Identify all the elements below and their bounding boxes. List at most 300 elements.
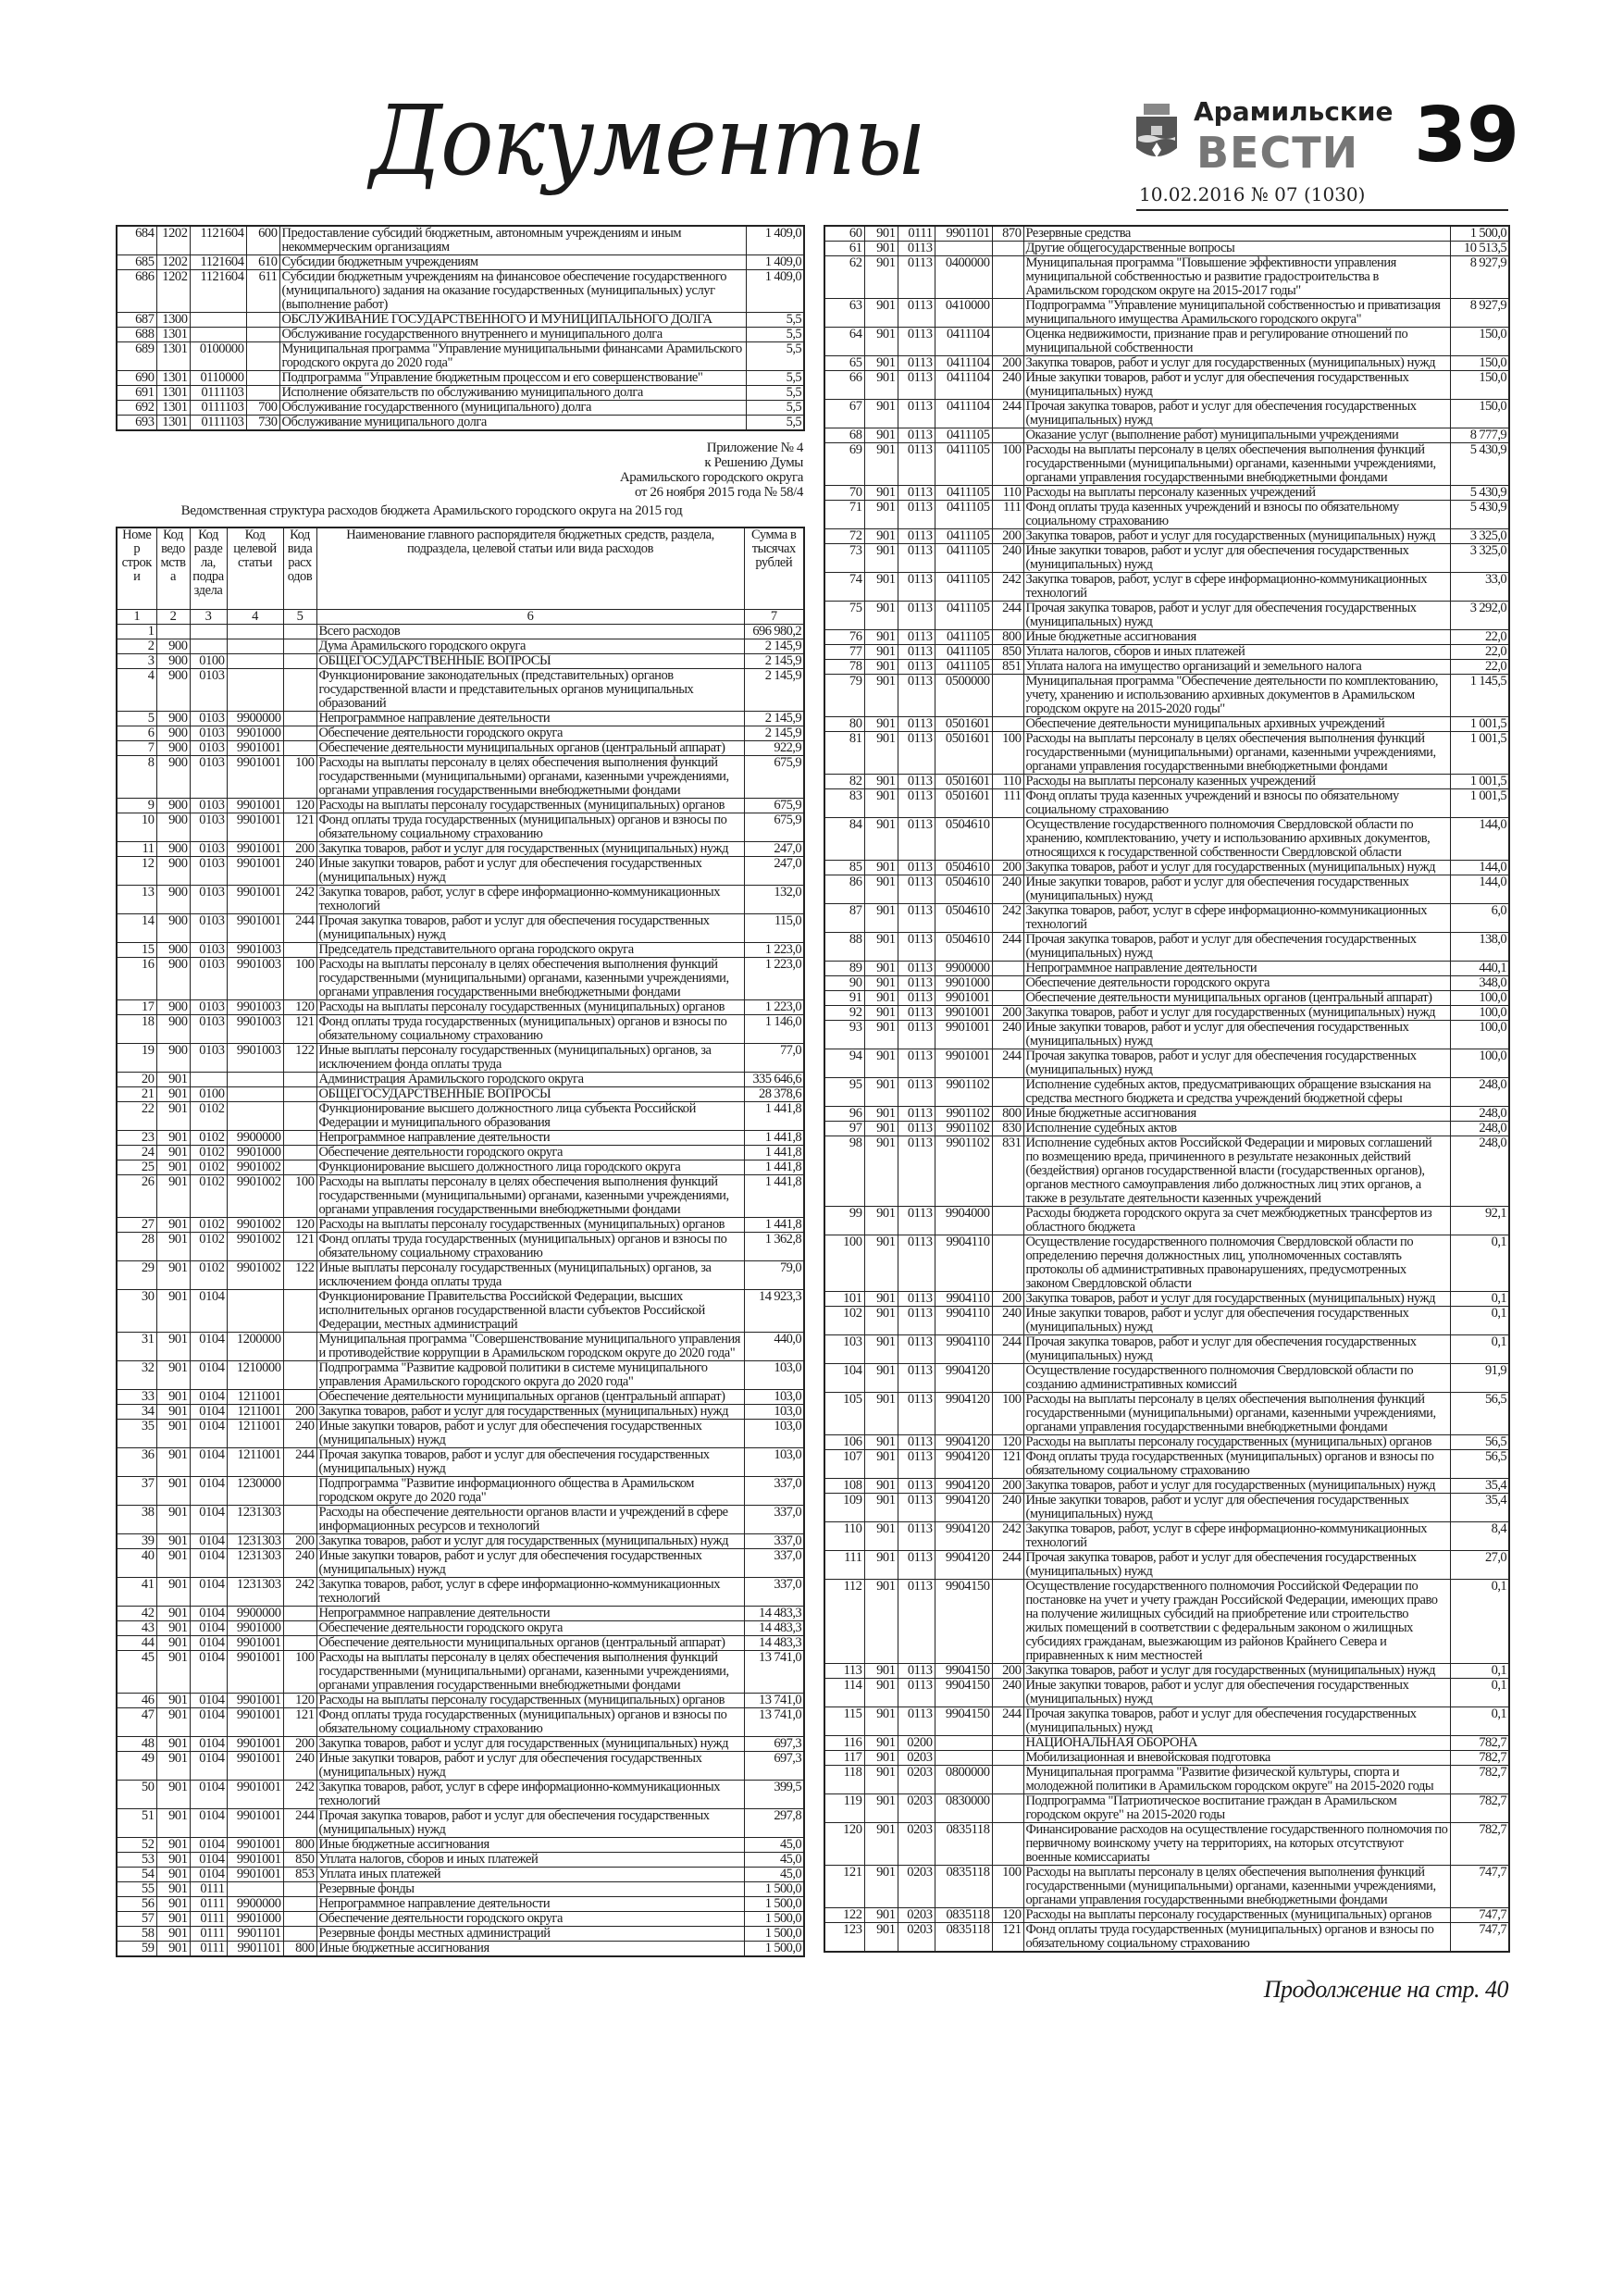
section-code: 0203 [898,1823,935,1866]
item-name: Подпрограмма "Патриотическое воспитание граждан в Арамильском городском округе" на 2015-2020 годы [1023,1794,1450,1823]
department-code: 901 [156,1086,190,1101]
section-code: 0113 [898,933,935,962]
amount: 13 741,0 [744,1707,804,1736]
amount: 1 223,0 [744,942,804,957]
expense-type-code: 122 [283,1260,316,1289]
row-number: 67 [824,400,864,428]
row-number: 34 [117,1404,156,1419]
amount: 5 430,9 [1450,501,1509,529]
item-name: Обеспечение деятельности муниципальных архивных учреждений [1023,717,1450,732]
item-name: Обеспечение деятельности муниципальных органов (центральный аппарат) [316,1635,744,1650]
amount: 0,1 [1450,1707,1509,1736]
amount: 13 741,0 [744,1693,804,1707]
expense-type-code [992,256,1023,299]
issue-date: 10.02.2016 № 07 (1030) [1139,183,1366,205]
table-row [824,602,1509,630]
expense-type-code: 240 [992,1679,1023,1707]
section-code: 0103 [190,1043,227,1072]
department-code: 901 [864,1078,898,1107]
row-number: 68 [824,428,864,443]
department-code: 1301 [156,386,190,401]
expense-type-code: 121 [283,1232,316,1260]
table-row [824,1679,1509,1707]
target-article-code: 9901001 [227,1707,283,1736]
department-code: 901 [156,1533,190,1548]
expense-type-code: 850 [283,1852,316,1867]
budget-structure-table-left [116,527,805,1957]
section-code: 0103 [190,999,227,1014]
table-row [117,885,804,913]
section-code: 0113 [898,1107,935,1122]
expense-type-code [992,299,1023,328]
table-row [824,1435,1509,1450]
expense-type-code [992,962,1023,976]
column-header: Код вида расходов [283,527,316,609]
target-article-code: 9901001 [227,1837,283,1852]
amount: 100,0 [1450,1006,1509,1021]
expense-type-code: 240 [992,875,1023,904]
item-name: Закупка товаров, работ, услуг в сфере информационно-коммуникационных технологий [316,1780,744,1808]
item-name: Прочая закупка товаров, работ и услуг для обеспечения государственных (муниципальных) нужд [1023,400,1450,428]
section-code: 0113 [898,486,935,501]
expense-type-code: 850 [992,645,1023,660]
section-code: 0102 [190,1145,227,1160]
department-code: 900 [156,726,190,740]
item-name: Закупка товаров, работ и услуг для государственных (муниципальных) нужд [316,1404,744,1419]
target-article-code: 9901000 [227,1620,283,1635]
item-name: Осуществление государственного полномочия Российской Федерации по постановке на учет и учету граждан Российской Федерации, имеющих право на получение жилищных субсидий на приобретение или строительство жилых помещений в соответствии с федеральным законом о жилищных субсидиях гражданам, выезжающим из районов Крайнего Севера и приравненных к ним местностей [1023,1580,1450,1664]
amount: 0,1 [1450,1307,1509,1335]
department-code: 901 [864,602,898,630]
table-row [117,913,804,942]
department-code: 900 [156,913,190,942]
department-code: 901 [156,1505,190,1533]
department-code: 901 [864,1122,898,1136]
table-row [117,1620,804,1635]
table-row [117,1014,804,1043]
expense-type-code: 111 [992,501,1023,529]
table-row [117,1232,804,1260]
target-article-code: 9901101 [935,226,992,242]
target-article-code: 1211001 [227,1404,283,1419]
item-name: Фонд оплаты труда государственных (муниципальных) органов и взносы по обязательному социальному страхованию [1023,1450,1450,1479]
amount: 5 430,9 [1450,443,1509,486]
department-code: 901 [156,1260,190,1289]
target-article-code: 0100000 [190,342,246,371]
item-name: Обеспечение деятельности городского округа [1023,976,1450,991]
row-number: 69 [824,443,864,486]
expense-type-code [246,328,279,342]
row-number: 691 [117,386,156,401]
target-article-code: 9904150 [935,1580,992,1664]
department-code: 901 [864,976,898,991]
item-name: Закупка товаров, работ, услуг в сфере информационно-коммуникационных технологий [316,885,744,913]
amount: 56,5 [1450,1450,1509,1479]
amount: 247,0 [744,856,804,885]
department-code: 901 [156,1404,190,1419]
expense-type-code: 244 [992,1551,1023,1580]
table-row [117,371,804,386]
table-row [824,1021,1509,1049]
item-name: НАЦИОНАЛЬНАЯ ОБОРОНА [1023,1736,1450,1751]
row-number: 63 [824,299,864,328]
item-name: Иные закупки товаров, работ и услуг для обеспечения государственных (муниципальных) нужд [1023,1307,1450,1335]
row-number: 100 [824,1235,864,1292]
department-code: 901 [864,1707,898,1736]
expense-type-code [283,711,316,726]
item-name: Закупка товаров, работ и услуг для государственных (муниципальных) нужд [1023,1292,1450,1307]
expense-type-code [992,1235,1023,1292]
department-code: 901 [156,1707,190,1736]
row-number: 75 [824,602,864,630]
row-number: 7 [117,740,156,755]
column-header: Код ведомства [156,527,190,609]
table-row [117,1896,804,1911]
appendix-line: Арамильского городского округа [619,470,803,485]
item-name: Обеспечение деятельности муниципальных органов (центральный аппарат) [316,1389,744,1404]
item-name: Исполнение обязательств по обслуживанию муниципального долга [279,386,746,401]
section-code: 0103 [190,942,227,957]
table-row [824,486,1509,501]
table-row [117,1072,804,1086]
item-name: Уплата налогов, сборов и иных платежей [1023,645,1450,660]
amount: 782,7 [1450,1751,1509,1766]
amount: 138,0 [1450,933,1509,962]
section-code: 0113 [898,443,935,486]
section-code: 0103 [190,913,227,942]
expense-type-code [283,1101,316,1130]
expense-type-code: 121 [283,1014,316,1043]
target-article-code: 9901001 [935,1006,992,1021]
item-name: Обеспечение деятельности городского округа [316,1911,744,1926]
row-number: 58 [117,1926,156,1941]
amount: 1 001,5 [1450,717,1509,732]
department-code: 900 [156,711,190,726]
department-code: 901 [156,1867,190,1881]
expense-type-code [283,1926,316,1941]
target-article-code: 0110000 [190,371,246,386]
section-code: 0103 [190,856,227,885]
department-code: 901 [156,1881,190,1896]
item-name: Иные выплаты персоналу государственных (муниципальных) органов, за исключением фонда оплаты труда [316,1260,744,1289]
section-code: 0100 [190,1086,227,1101]
amount: 1 001,5 [1450,789,1509,818]
table-row [117,1911,804,1926]
target-article-code: 9904150 [935,1707,992,1736]
amount: 77,0 [744,1043,804,1072]
section-code: 0203 [898,1794,935,1823]
target-article-code: 1211001 [227,1389,283,1404]
section-code: 0104 [190,1707,227,1736]
row-number: 25 [117,1160,156,1174]
expense-type-code: 121 [283,1707,316,1736]
table-row [824,356,1509,371]
amount: 248,0 [1450,1136,1509,1207]
amount: 79,0 [744,1260,804,1289]
table-row [824,630,1509,645]
amount: 248,0 [1450,1122,1509,1136]
department-code: 901 [864,1664,898,1679]
amount: 8,4 [1450,1522,1509,1551]
target-article-code: 9901002 [227,1160,283,1174]
department-code: 901 [864,789,898,818]
item-name: Расходы на выплаты персоналу казенных учреждений [1023,775,1450,789]
department-code: 1301 [156,371,190,386]
table-row [117,813,804,841]
item-name: Расходы на выплаты персоналу государственных (муниципальных) органов [1023,1908,1450,1923]
column-number: 6 [316,609,744,624]
table-row [117,416,804,431]
target-article-code: 9901001 [227,1751,283,1780]
target-article-code: 9901001 [227,1693,283,1707]
department-code: 901 [864,400,898,428]
appendix-line: к Решению Думы [704,455,803,470]
expense-type-code: 121 [283,813,316,841]
department-code: 901 [864,630,898,645]
target-article-code [935,242,992,256]
department-code: 1301 [156,342,190,371]
section-code: 0103 [190,755,227,798]
continued-on-page: Продолжение на стр. 40 [1263,1976,1508,2003]
department-code: 901 [156,1926,190,1941]
item-name: Подпрограмма "Развитие кадровой политики в системе муниципального управления Арамильского городского округа до 2020 года" [316,1360,744,1389]
table-row [117,401,804,416]
table-row [824,443,1509,486]
section-code: 0113 [898,1335,935,1364]
item-name: Иные бюджетные ассигнования [316,1941,744,1956]
amount: 103,0 [744,1447,804,1476]
table-row [824,675,1509,717]
target-article-code: 9901102 [935,1078,992,1107]
expense-type-code [992,1364,1023,1393]
section-code: 0102 [190,1217,227,1232]
section-code: 0104 [190,1635,227,1650]
item-name: Муниципальная программа "Обеспечение деятельности по комплектованию, учету, хранению и использованию архивных документов в Арамильском городском округе на 2015-2020 годы" [1023,675,1450,717]
target-article-code: 0504610 [935,861,992,875]
row-number: 112 [824,1580,864,1664]
department-code: 901 [156,1896,190,1911]
section-code: 0113 [898,645,935,660]
item-name: Уплата иных платежей [316,1867,744,1881]
department-code: 901 [156,1360,190,1389]
row-number: 74 [824,573,864,602]
row-number: 80 [824,717,864,732]
section-code: 0104 [190,1505,227,1533]
section-code: 0113 [898,1207,935,1235]
section-code: 0113 [898,675,935,717]
item-name: Закупка товаров, работ и услуг для государственных (муниципальных) нужд [316,1736,744,1751]
target-article-code: 9904120 [935,1364,992,1393]
target-article-code: 9901102 [935,1136,992,1207]
table-row [117,1837,804,1852]
table-row [824,875,1509,904]
target-article-code: 0411104 [935,371,992,400]
table-row [824,1866,1509,1908]
amount: 1 001,5 [1450,775,1509,789]
target-article-code: 0411105 [935,443,992,486]
expense-type-code: 244 [992,602,1023,630]
amount: 35,4 [1450,1479,1509,1494]
section-code: 0113 [898,602,935,630]
table-row [117,313,804,328]
target-article-code: 9901001 [227,885,283,913]
department-code: 901 [864,1736,898,1751]
target-article-code: 9901002 [227,1174,283,1217]
department-code: 901 [156,1232,190,1260]
department-code: 901 [864,486,898,501]
expense-type-code [992,1580,1023,1664]
expense-type-code [283,1635,316,1650]
amount: 2 145,9 [744,653,804,668]
table-row [117,1780,804,1808]
row-number: 114 [824,1679,864,1707]
item-name: Оценка недвижимости, признание прав и регулирование отношений по муниципальной собственности [1023,328,1450,356]
expense-type-code: 111 [992,789,1023,818]
row-number: 79 [824,675,864,717]
department-code: 900 [156,1014,190,1043]
row-number: 91 [824,991,864,1006]
item-name: Иные закупки товаров, работ и услуг для обеспечения государственных (муниципальных) нужд [316,1751,744,1780]
target-article-code: 9901003 [227,942,283,957]
item-name: Иные закупки товаров, работ и услуг для обеспечения государственных (муниципальных) нужд [316,1548,744,1577]
item-name: Осуществление государственного полномочия Свердловской области по определению перечня должностных лиц, уполномоченных составлять протоколы об административных правонарушениях, предусмотренных законом Свердловской области [1023,1235,1450,1292]
row-number: 81 [824,732,864,775]
item-name: Фонд оплаты труда государственных (муниципальных) органов и взносы по обязательному социальному страхованию [316,1707,744,1736]
department-code: 901 [156,1852,190,1867]
amount: 297,8 [744,1808,804,1837]
previous-appendix-table [116,225,805,431]
row-number: 2 [117,639,156,653]
amount: 1 441,8 [744,1101,804,1130]
expense-type-code [992,675,1023,717]
target-article-code: 0835118 [935,1823,992,1866]
item-name: Предоставление субсидий бюджетным, автономным учреждениям и иным некоммерческим организациям [279,226,746,255]
table-row [824,400,1509,428]
amount: 28 378,6 [744,1086,804,1101]
expense-type-code [283,653,316,668]
item-name: Фонд оплаты труда казенных учреждений и взносы по обязательному социальному страхованию [1023,789,1450,818]
amount: 35,4 [1450,1494,1509,1522]
expense-type-code: 244 [283,1808,316,1837]
section-code: 0203 [898,1908,935,1923]
column-number: 7 [744,609,804,624]
amount: 14 483,3 [744,1606,804,1620]
section-code: 0113 [898,1551,935,1580]
expense-type-code: 100 [992,1866,1023,1908]
item-name: Расходы на выплаты персоналу государственных (муниципальных) органов [316,1693,744,1707]
expense-type-code: 242 [283,1577,316,1606]
table-row [117,1332,804,1360]
table-row [824,1450,1509,1479]
department-code: 901 [864,1021,898,1049]
amount: 2 145,9 [744,726,804,740]
row-number: 120 [824,1823,864,1866]
table-row [824,1006,1509,1021]
expense-type-code [283,1620,316,1635]
column-number-row [117,609,804,624]
expense-type-code [283,624,316,639]
table-row [117,328,804,342]
row-number: 29 [117,1260,156,1289]
department-code: 901 [864,1235,898,1292]
row-number: 77 [824,645,864,660]
row-number: 687 [117,313,156,328]
department-code: 901 [864,1479,898,1494]
section-code: 0113 [898,1707,935,1736]
table-row [117,1086,804,1101]
table-row [824,428,1509,443]
table-row [824,1393,1509,1435]
department-code: 900 [156,942,190,957]
section-code: 0104 [190,1780,227,1808]
target-article-code: 9901001 [227,856,283,885]
expense-type-code [283,1505,316,1533]
table-row [117,1926,804,1941]
section-code: 0113 [898,1049,935,1078]
row-number: 55 [117,1881,156,1896]
amount: 1 500,0 [744,1896,804,1911]
amount: 14 923,3 [744,1289,804,1332]
department-code: 901 [156,1577,190,1606]
expense-type-code: 122 [283,1043,316,1072]
expense-type-code: 851 [992,660,1023,675]
target-article-code: 9901001 [227,1650,283,1693]
target-article-code: 0835118 [935,1866,992,1908]
section-code: 0104 [190,1852,227,1867]
row-number: 62 [824,256,864,299]
item-name: Иные закупки товаров, работ и услуг для обеспечения государственных (муниципальных) нужд [316,1419,744,1447]
target-article-code: 9901001 [227,1867,283,1881]
section-code: 0113 [898,1136,935,1207]
section-code: 0100 [190,653,227,668]
item-name: Расходы на выплаты персоналу государственных (муниципальных) органов [316,1217,744,1232]
row-number: 97 [824,1122,864,1136]
target-article-code: 0504610 [935,933,992,962]
department-code: 901 [864,356,898,371]
table-row [824,904,1509,933]
target-article-code: 1231303 [227,1577,283,1606]
item-name: Закупка товаров, работ, услуг в сфере информационно-коммуникационных технологий [1023,1522,1450,1551]
budget-structure-table-right [824,225,1510,1953]
column-header: Код целевой статьи [227,527,283,609]
item-name: Финансирование расходов на осуществление государственного полномочия по первичному воинскому учету на территориях, на которых отсутствуют военные комиссариаты [1023,1823,1450,1866]
section-code: 0203 [898,1923,935,1953]
amount: 1 146,0 [744,1014,804,1043]
target-article-code: 0411104 [935,400,992,428]
column-number: 3 [190,609,227,624]
amount: 5,5 [746,401,804,416]
table-row [824,1292,1509,1307]
target-article-code: 9901003 [227,957,283,999]
expense-type-code [992,328,1023,356]
amount: 56,5 [1450,1393,1509,1435]
amount: 747,7 [1450,1923,1509,1953]
table-row [824,1078,1509,1107]
department-code: 1202 [156,255,190,270]
target-article-code: 0411105 [935,529,992,544]
department-code: 901 [864,933,898,962]
column-header: Сумма в тысячах рублей [744,527,804,609]
row-number: 17 [117,999,156,1014]
item-name: Функционирование законодательных (представительных) органов государственной власти и представительных органов муниципальных образований [316,668,744,711]
item-name: Расходы на выплаты персоналу в целях обеспечения выполнения функций государственными (муниципальными) органами, казенными учреждениями, органами управления государственными внебюджетными фондами [316,1650,744,1693]
table-row [117,1404,804,1419]
expense-type-code: 800 [992,1107,1023,1122]
column-number: 1 [117,609,156,624]
item-name: Прочая закупка товаров, работ и услуг для обеспечения государственных (муниципальных) нужд [1023,1335,1450,1364]
target-article-code: 9904120 [935,1494,992,1522]
expense-type-code: 200 [992,861,1023,875]
